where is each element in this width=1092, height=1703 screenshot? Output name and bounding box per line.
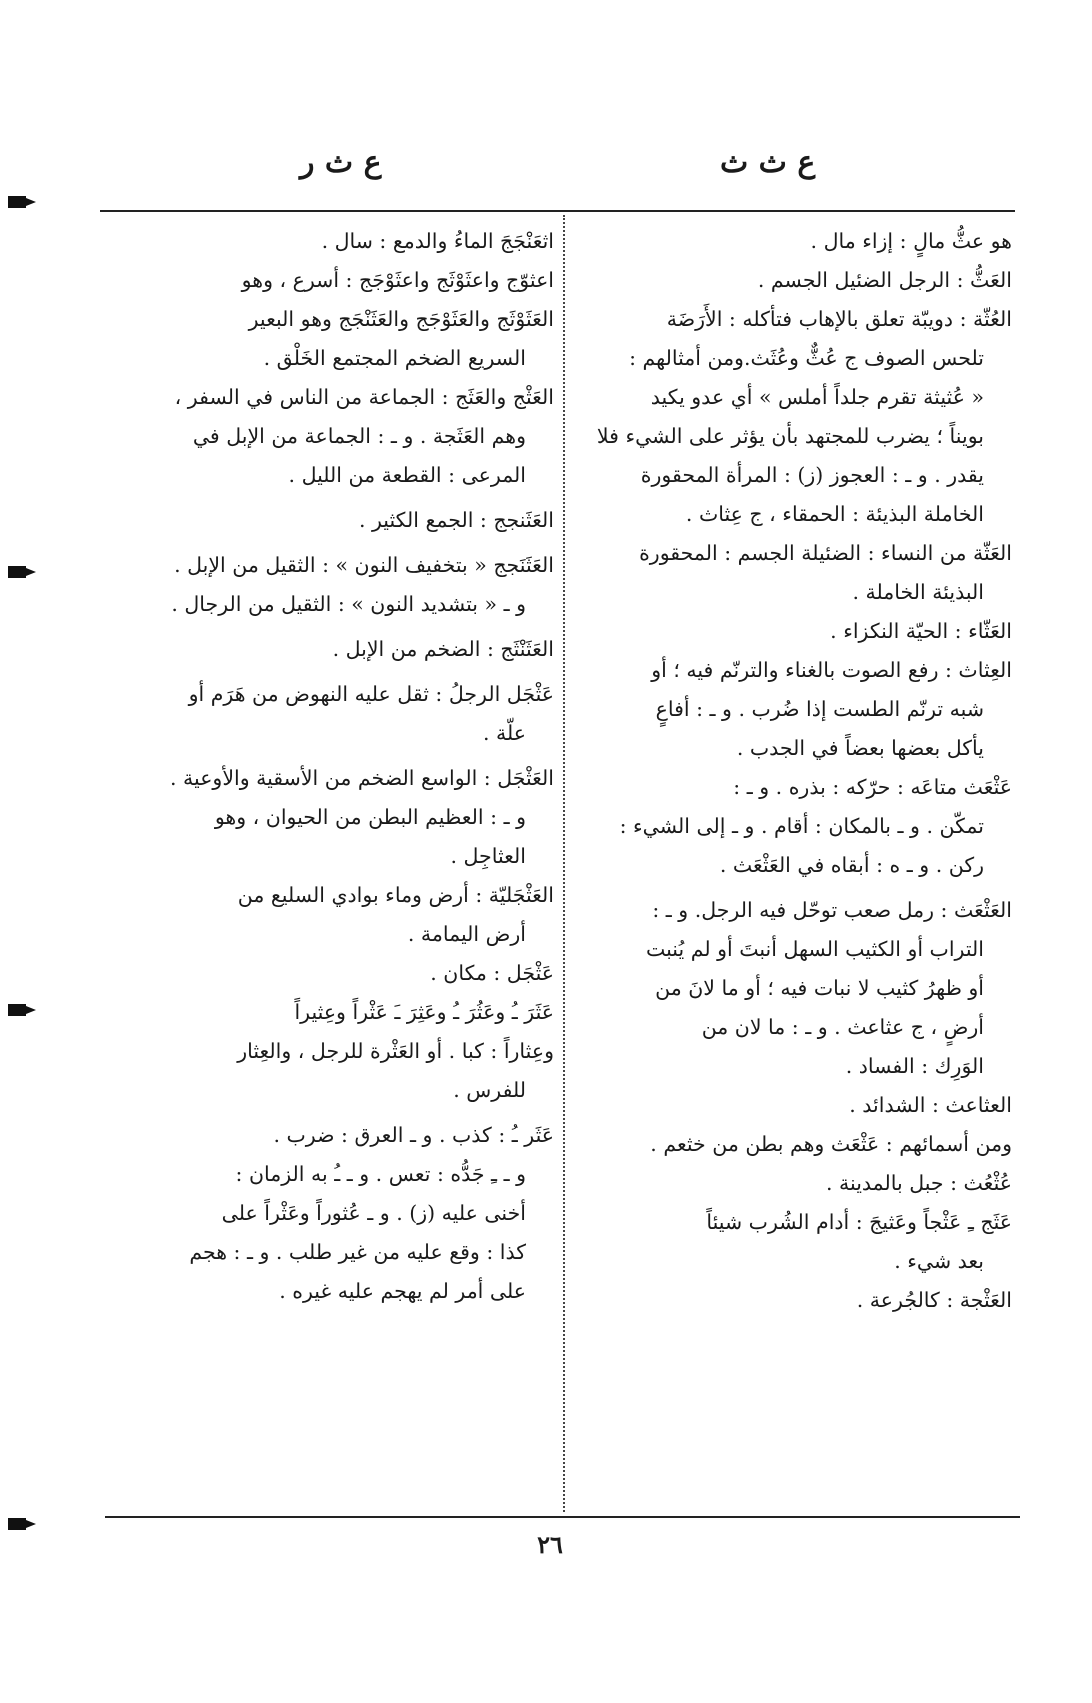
entry-line: عَثْعَث متاعَه : حرّكه : بذره . و ـ : [733,775,1012,799]
entry-line: البذيئة الخاملة . [852,580,984,604]
entry-line: و ـ ـِ جَدُّه : تعس . و ـ ـُ به الزمان : [235,1162,526,1186]
entry-line: يقدر . و ـ : العجوز (ز) : المرأة المحقورة [640,463,984,487]
left-column [112,222,554,1311]
entry-line: و ـ : العظيم البطن من الحيوان ، وهو [214,805,526,829]
entry-line: العِثاث : رفع الصوت بالغناء والترنّم فيه ؛ أو [651,658,1012,682]
entry-line: عَثَج ـِ عَثْجاً وعَثيجَ : أدام الشُرب شيئاً [706,1210,1012,1234]
entry-line: ركن . و ـ ه : أبقاه في العَثْعَث . [719,853,984,877]
entry-line: العَثْجَل : الواسع الضخم من الأسقية والأوعية . [169,766,554,790]
entry-line: العُثّة : دويبّة تعلق بالإهاب فتأكله : الأَرَضَة [666,307,1012,331]
right-column [572,222,1012,1320]
entry-line: يأكل بعضها بعضاً في الجدب . [736,736,984,760]
entry-line: العَثَنَجج « بتخفيف النون » : الثقيل من الإبل . [174,553,554,577]
entry-line: عَثَرَ ـُ وعَثُرَ ـُ وعَثِرَ ـَ عَثْراً وعِثيراً [294,1000,554,1024]
entry-line: التراب أو الكثيب السهل أنبتَ أو لم يُنبت [645,937,984,961]
header-rule [100,210,1015,212]
entry-line: عَثَر ـُ : كذب . و ـ العرق : ضرب . [273,1123,554,1147]
entry-line: « عُثيثة تقرم جلداً أملس » أي عدو يكيد [650,385,984,409]
entry-line: ومن أسمائهم : عَثْعَث وهم بطن من خثعم . [650,1132,1012,1156]
entry-line: عُثْعُث : جبل بالمدينة . [825,1171,1012,1195]
running-header-left: ع ث ر [300,145,382,180]
entry-line: شبه ترنّم الطست إذا ضُرب . و ـ : أفاعٍ [655,697,984,721]
entry-line: العَثُّ : الرجل الضئيل الجسم . [757,268,1012,292]
page-number: ٢٦ [537,1530,563,1559]
entry-line: اثعَنْجَجَ الماءُ والدمع : سال . [321,229,554,253]
entry-line: الوَرِك : الفساد . [845,1054,984,1078]
entry-line: العَثْعَث : رمل صعب توحّل فيه الرجل. و ـ : [652,898,1012,922]
entry-line: العَثْجة : كالجُرعة . [856,1288,1012,1312]
entry-line: علّة . [482,721,526,745]
entry-line: تلحس الصوف ج عُثٌّ وعُثَث.ومن أمثالهم : [629,346,984,370]
entry-line: العثاجِل . [450,844,526,868]
entry-line: العَثّاء : الحيّة النكزاء . [830,619,1012,643]
scan-edge-marker-icon [8,1004,26,1016]
entry-line: للفرس . [453,1078,526,1102]
entry-line: أخنى عليه (ز) . و ـ عُثوراً وعَثْراً على [221,1201,526,1225]
entry-line: العَثَوْثَج والعَثَوْجَج والعَثَنْجَج وهو البعير [248,307,554,331]
entry-line: الخاملة البذيئة : الحمقاء ، ج عِثاث . [685,502,984,526]
entry-line: على أمر لم يهجم عليه غيره . [279,1279,526,1303]
entry-line: عَثْجَل الرجلُ : ثقل عليه النهوض من هَرَم أو [188,682,554,706]
entry-line: بعد شيء . [894,1249,984,1273]
column-divider [563,215,565,1512]
entry-line: تمكّن . و ـ بالمكان : أقام . و ـ إلى الشيء : [619,814,984,838]
entry-line: أو ظهرُ كثيب لا نبات فيه ؛ أو ما لانَ من [655,976,984,1000]
entry-line: أرض اليمامة . [407,922,526,946]
scan-edge-marker-icon [8,1518,26,1530]
entry-line: وعِثاراً : كبا . أو العَثْرة للرجل ، والعِثار [237,1039,554,1063]
entry-line: اعثوّج واعثَوْثَج واعثَوْجَج : أسرع ، وهو [241,268,554,292]
footer-rule [105,1516,1020,1518]
entry-line: بويناً ؛ يضرب للمجتهد بأن يؤثر على الشيء فلا [596,424,984,448]
entry-line: كذا : وقع عليه من غير طلب . و ـ : هجم [189,1240,526,1264]
entry-line: وهم العَثَجة . و ـ : الجماعة من الإبل في [192,424,526,448]
running-header-right: ع ث ث [720,145,816,180]
scan-edge-marker-icon [8,566,26,578]
entry-line: عَثْجَل : مكان . [430,961,554,985]
entry-line: العَثّة من النساء : الضئيلة الجسم : المحقورة [639,541,1012,565]
entry-line: العَثْجَليّة : أرض وماء بوادي السليع من [237,883,554,907]
entry-line: العَثَنجج : الجمع الكثير . [358,508,554,532]
entry-line: العَثَنْثَج : الضخم من الإبل . [332,637,554,661]
entry-line: أرضٍ ، ج عثاعث . و ـ : ما لان من [701,1015,984,1039]
entry-line: المرعى : القطعة من الليل . [288,463,526,487]
entry-line: السريع الضخم المجتمع الخَلْق . [263,346,526,370]
entry-line: هو عثُّ مالٍ : إزاء مال . [810,229,1012,253]
scan-edge-marker-icon [8,196,26,208]
entry-line: العَثْج والعَثَج : الجماعة من الناس في السفر ، [174,385,554,409]
entry-line: العثاعث : الشدائد . [849,1093,1012,1117]
entry-line: و ـ « بتشديد النون » : الثقيل من الرجال . [171,592,526,616]
